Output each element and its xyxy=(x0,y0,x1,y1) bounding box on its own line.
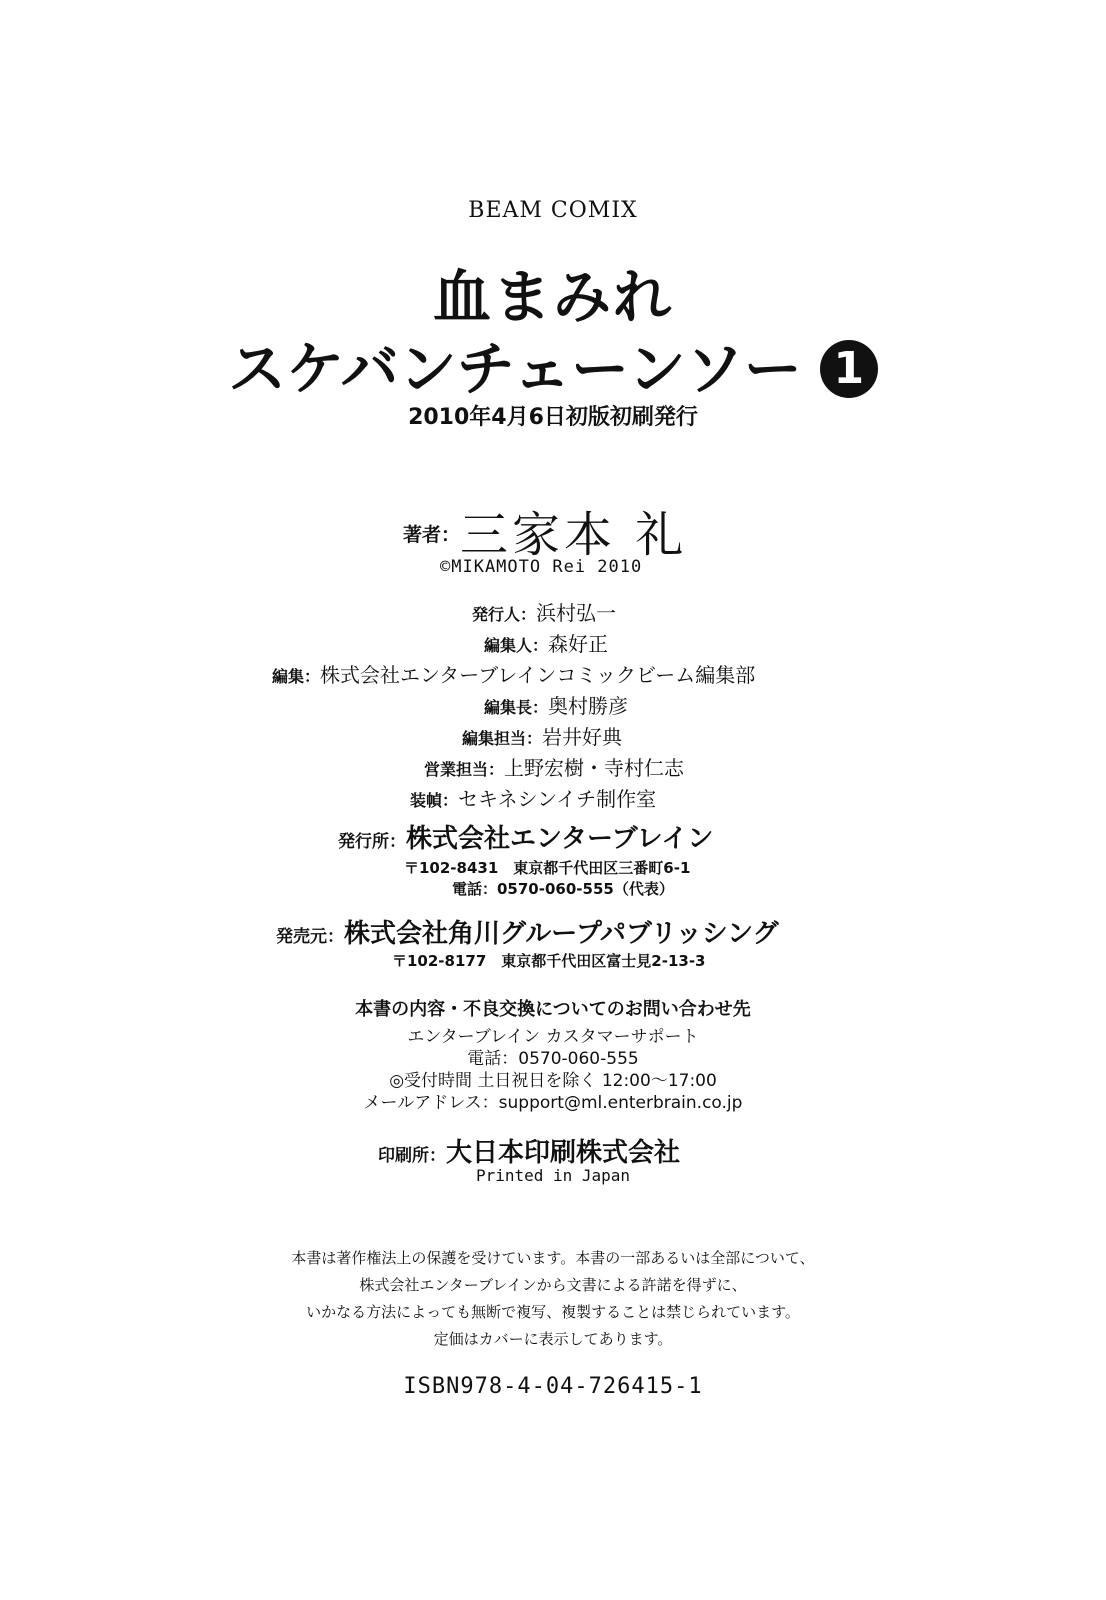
credit-key: 編集長： xyxy=(484,698,549,717)
distributor-row xyxy=(276,913,779,950)
credit-key: 編集： xyxy=(272,667,321,686)
credit-row xyxy=(484,690,628,719)
printer-key: 印刷所： xyxy=(378,1146,446,1166)
distributor-name: 株式会社角川グループパブリッシング xyxy=(344,919,779,949)
credit-key: 営業担当： xyxy=(424,760,505,779)
book-title-line-2 xyxy=(0,322,1106,406)
credit-key: 発行人： xyxy=(472,605,537,624)
credit-value: 奥村勝彦 xyxy=(548,694,629,718)
contact-heading: 本書の内容・不良交換についてのお問い合わせ先 xyxy=(355,999,751,1020)
credit-row xyxy=(272,659,755,688)
notice-line: 株式会社エンターブレインから文書による許諾を得ずに、 xyxy=(359,1276,747,1294)
credit-row xyxy=(462,721,622,750)
isbn: ISBN978-4-04-726415-1 xyxy=(403,1374,703,1399)
distributor-key: 発売元： xyxy=(276,927,344,947)
book-title-line-1: 血まみれ xyxy=(432,263,673,331)
author-name: 三家本 礼 xyxy=(460,507,688,563)
publisher-row xyxy=(338,818,713,855)
distributor-address: 〒102-8177 東京都千代田区富士見2-13-3 xyxy=(392,952,706,970)
author-key: 著者： xyxy=(403,524,461,546)
credit-value: 浜村弘一 xyxy=(536,601,617,625)
credit-row xyxy=(424,752,684,781)
series-label: BEAM COMIX xyxy=(468,198,638,223)
credit-value: 上野宏樹・寺村仁志 xyxy=(504,756,685,780)
printed-in-japan: Printed in Japan xyxy=(475,1166,631,1185)
copyright-line: ©MIKAMOTO Rei 2010 xyxy=(440,557,643,577)
publisher-address: 〒102-8431 東京都千代田区三番町6-1 xyxy=(404,859,691,877)
author-row xyxy=(403,496,687,565)
credit-value: 岩井好典 xyxy=(542,725,623,749)
book-title-text: スケバンチェーンソー xyxy=(228,335,802,403)
credit-key: 装幀： xyxy=(410,791,459,810)
notice-line: 本書は著作権法上の保護を受けています。本書の一部あるいは全部について、 xyxy=(291,1249,815,1267)
printer-name: 大日本印刷株式会社 xyxy=(446,1138,681,1168)
publisher-phone: 電話：0570-060-555（代表） xyxy=(452,880,674,898)
credit-key: 編集人： xyxy=(484,636,549,655)
credit-value: セキネシンイチ制作室 xyxy=(458,787,657,811)
credit-value: 森好正 xyxy=(548,632,609,656)
printer-row xyxy=(378,1132,680,1169)
credit-value: 株式会社エンターブレインコミックビーム編集部 xyxy=(320,663,756,687)
notice-line: いかなる方法によっても無断で複写、複製することは禁じられています。 xyxy=(306,1303,800,1321)
credit-key: 編集担当： xyxy=(462,729,543,748)
contact-desk: エンターブレイン カスタマーサポート xyxy=(407,1027,699,1047)
credit-row xyxy=(484,628,608,657)
contact-hours: ◎受付時間 土日祝日を除く 12:00～17:00 xyxy=(389,1071,717,1091)
publisher-name: 株式会社エンターブレイン xyxy=(406,824,714,854)
issue-date: 2010年4月6日初版初刷発行 xyxy=(408,405,698,430)
credit-row xyxy=(472,597,616,626)
credit-row xyxy=(410,783,656,812)
contact-phone: 電話：0570-060-555 xyxy=(467,1049,639,1069)
volume-badge: 1 xyxy=(820,340,878,398)
publisher-key: 発行所： xyxy=(338,832,406,852)
contact-email: メールアドレス：support@ml.enterbrain.co.jp xyxy=(363,1093,743,1113)
notice-line: 定価はカバーに表示してあります。 xyxy=(433,1330,673,1348)
